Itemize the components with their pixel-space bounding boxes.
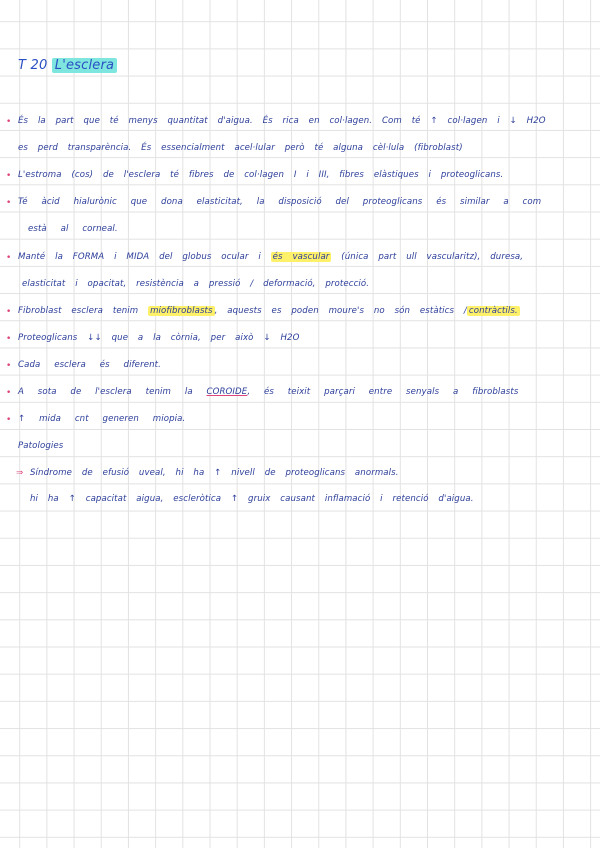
note-text: , és teixit parçari entre senyals a fibroblasts bbox=[247, 387, 519, 397]
note-line-4b: elasticitat i opacitat, resistència a pressió / deformació, protecció. bbox=[22, 279, 370, 289]
bullet-marker: • bbox=[6, 198, 12, 208]
note-line-2: L'estroma (cos) de l'esclera té fibres de col·lagen I i III, fibres elàstiques i proteoglicans. bbox=[18, 170, 504, 180]
note-line-1b: es perd transparència. És essencialment acel·lular però té alguna cèl·lula (fibroblast) bbox=[18, 143, 463, 153]
highlight-contractils: contràctils. bbox=[468, 306, 518, 316]
note-line-5 bbox=[18, 306, 520, 316]
highlight-vascular: és vascular bbox=[272, 252, 330, 262]
note-line-6: Proteoglicans ↓↓ que a la còrnia, per això ↓ H2O bbox=[18, 333, 300, 343]
underline-coroide: COROIDE bbox=[206, 387, 248, 397]
bullet-marker: • bbox=[6, 361, 12, 371]
bullet-marker: • bbox=[6, 117, 12, 127]
bullet-marker: • bbox=[6, 307, 12, 317]
note-line-1a: És la part que té menys quantitat d'aigua. És rica en col·lagen. Com té ↑ col·lagen i ↓ H2O bbox=[18, 116, 546, 126]
note-text: A sota de l'esclera tenim la bbox=[18, 387, 207, 397]
note-line-4a bbox=[18, 252, 523, 262]
note-line-9: ↑ mida cnt generen miopia. bbox=[18, 414, 186, 424]
bullet-marker: • bbox=[6, 171, 12, 181]
note-line-11: Síndrome de efusió uveal, hi ha ↑ nivell de proteoglicans anormals. bbox=[30, 468, 399, 478]
topic-title: L'esclera bbox=[52, 58, 117, 73]
note-line-3a: Té àcid hialurònic que dona elasticitat, la disposició del proteoglicans és similar a com bbox=[18, 197, 542, 207]
highlight-miofibroblasts: miofibroblasts bbox=[150, 306, 213, 316]
note-line-7: Cada esclera és diferent. bbox=[18, 360, 161, 370]
bullet-marker: • bbox=[6, 388, 12, 398]
note-text: , aquests es poden moure's no són estàtics / bbox=[214, 306, 467, 316]
topic-number: T 20 bbox=[18, 58, 48, 73]
section-heading-patologies: Patologies bbox=[18, 441, 64, 451]
note-line-12: hi ha ↑ capacitat aigua, escleròtica ↑ gruix causant inflamació i retenció d'aigua. bbox=[30, 494, 474, 504]
bullet-marker: • bbox=[6, 253, 12, 263]
arrow-icon: ⇒ bbox=[16, 468, 24, 478]
bullet-marker: • bbox=[6, 334, 12, 344]
note-text: Manté la FORMA i MIDA del globus ocular i bbox=[18, 252, 271, 262]
note-text: Fibroblast esclera tenim bbox=[18, 306, 149, 316]
note-line-3b: està al corneal. bbox=[28, 224, 118, 234]
note-text: (única part ull vascularitz), duresa, bbox=[331, 252, 524, 262]
note-line-8 bbox=[18, 387, 518, 397]
page-title bbox=[18, 58, 117, 73]
bullet-marker: • bbox=[6, 415, 12, 425]
